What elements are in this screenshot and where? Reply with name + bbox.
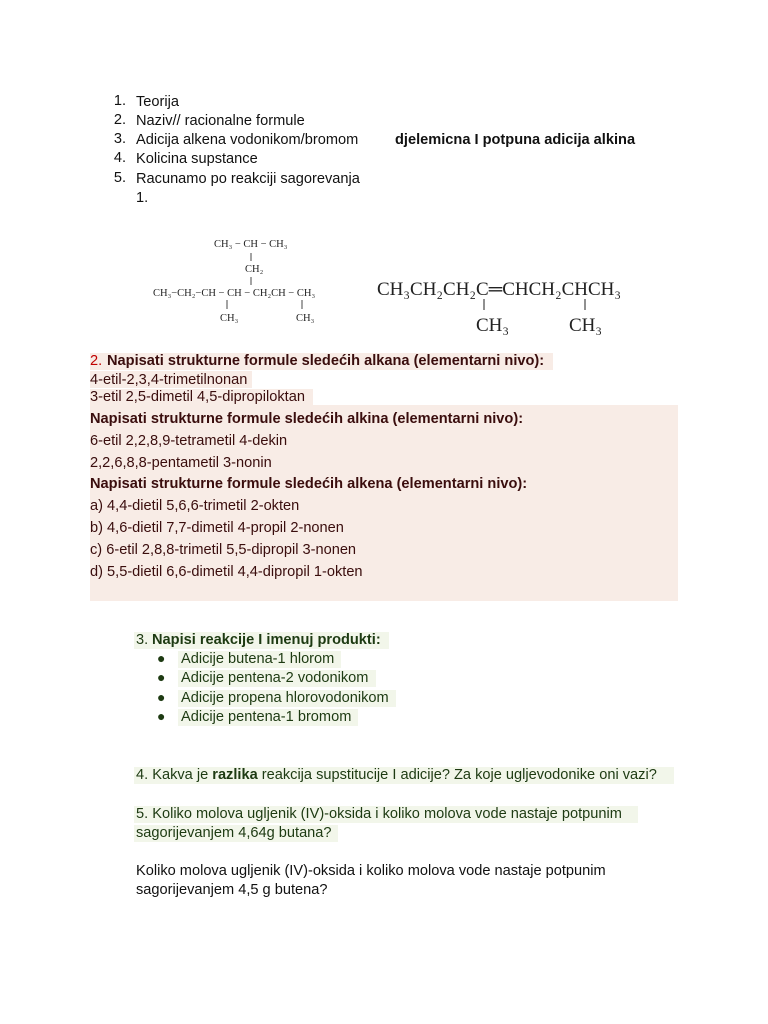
formula-left-main-chain: CH₃−CH₂−CH − CH − CH₂CH − CH₃ (153, 288, 316, 299)
alkyne-item-2: 2,2,6,8,8-pentametil 3-nonin (90, 455, 272, 471)
outline-item-1: Teorija (136, 94, 179, 110)
structural-formula-left (150, 232, 360, 327)
alkene-item-d: d) 5,5-dietil 6,6-dimetil 4,4-dipropil 1-okten (90, 564, 363, 580)
section-2-number: 2. (90, 353, 103, 369)
alkene-heading: Napisati strukturne formule sledećih alkena (elementarni nivo): (90, 476, 528, 492)
bullet-icon: ● (157, 669, 166, 685)
alkane-heading: Napisati strukturne formule sledećih alkana (elementarni nivo): (107, 353, 545, 369)
section-3-number: 3. (136, 632, 149, 648)
question-5-line2: sagorijevanjem 4,64g butana? (136, 825, 332, 841)
section-3-heading: Napisi reakcije I imenuj produkti: (152, 632, 381, 648)
question-4-suffix: reakcija supstitucije I adicije? Za koje ugljevodonike oni vazi? (257, 767, 657, 783)
bullet-icon: ● (157, 650, 166, 666)
reaction-item-3: Adicije propena hlorovodonikom (181, 690, 389, 706)
outline-item-3: Adicija alkena vodonikom/bromom (136, 132, 359, 148)
alkene-item-a: a) 4,4-dietil 5,6,6-trimetil 2-okten (90, 498, 300, 514)
question-5-line1: 5. Koliko molova ugljenik (IV)-oksida i koliko molova vode nastaje potpunim (136, 806, 622, 822)
formula-right-main-chain: CH₃CH₂CH₂C═CHCH₂CHCH₃ (377, 279, 622, 300)
outline-item-4: Kolicina supstance (136, 151, 258, 167)
question-4-prefix: 4. Kakva je (136, 767, 213, 783)
reaction-item-2: Adicije pentena-2 vodonikom (181, 670, 369, 686)
alkene-item-c: c) 6-etil 2,8,8-trimetil 5,5-dipropil 3-nonen (90, 542, 357, 558)
outline-num-5: 5. (113, 170, 126, 186)
bullet-icon: ● (157, 708, 166, 724)
outline-item-5: Racunamo po reakciji sagorevanja (136, 171, 360, 187)
structural-formula-right (372, 270, 642, 336)
bullet-icon: ● (157, 689, 166, 705)
formula-left-top-branch: CH₃ − CH − CH₃ (214, 239, 288, 250)
alkene-item-b: b) 4,6-dietil 7,7-dimetil 4-propil 2-nonen (90, 520, 344, 536)
alkane-item-2: 3-etil 2,5-dimetil 4,5-dipropiloktan (90, 389, 305, 405)
outline-num-1: 1. (113, 93, 126, 109)
alkyne-item-1: 6-etil 2,2,8,9-tetrametil 4-dekin (90, 433, 288, 449)
formula-left-sub2: CH₃ (296, 313, 315, 324)
side-note: djelemicna I potpuna adicija alkina (395, 132, 636, 148)
outline-num-3: 3. (113, 131, 126, 147)
outline-num-4: 4. (113, 150, 126, 166)
question-4 (136, 766, 657, 785)
alkyne-heading: Napisati strukturne formule sledećih alkina (elementarni nivo): (90, 411, 524, 427)
formula-right-sub2: CH₃ (569, 315, 603, 336)
outline-item-2: Naziv// racionalne formule (136, 113, 305, 129)
reaction-item-4: Adicije pentena-1 bromom (181, 709, 352, 725)
outline-sub-num: 1. (136, 190, 149, 206)
extra-question-line2: sagorijevanjem 4,5 g butena? (136, 882, 328, 898)
extra-question-line1: Koliko molova ugljenik (IV)-oksida i koliko molova vode nastaje potpunim (136, 863, 606, 879)
formula-left-sub1: CH₃ (220, 313, 239, 324)
reaction-item-1: Adicije butena-1 hlorom (181, 651, 335, 667)
question-4-bold: razlika (212, 767, 258, 783)
formula-right-sub1: CH₃ (476, 315, 510, 336)
alkane-item-1: 4-etil-2,3,4-trimetilnonan (90, 372, 248, 388)
outline-num-2: 2. (113, 112, 126, 128)
formula-left-mid-branch: CH₂ (245, 264, 264, 275)
